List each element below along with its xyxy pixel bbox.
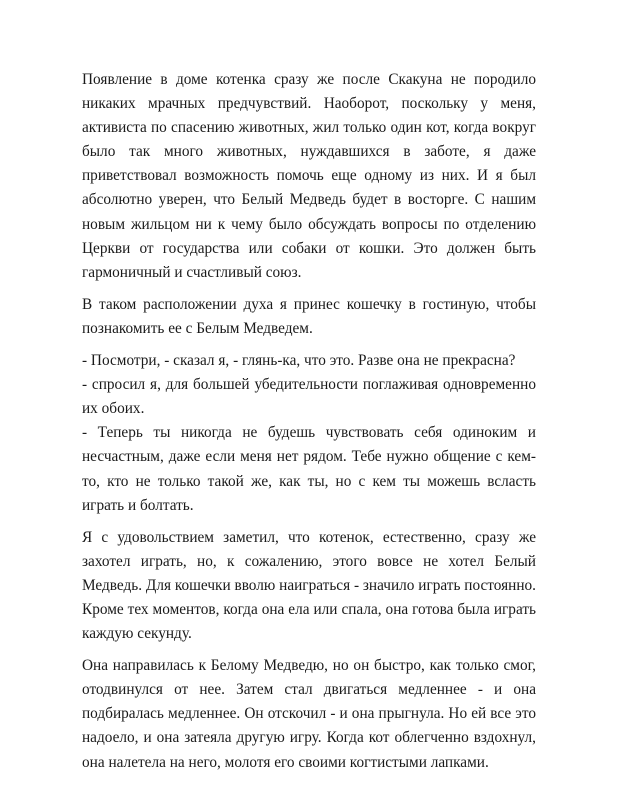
paragraph-1: Появление в доме котенка сразу же после Скакуна не породило никаких мрачных предчувствий. Наоборот, поскольку у меня, активиста по спасению животных, жил только один кот, когда вокруг было так много животных, нуждавшихся в заботе, я даже приветствовал возможность помочь еще одному из них. И я был абсолютно уверен, что Белый Медведь будет в восторге. С нашим новым жильцом ни к чему было обсуждать вопросы по отделению Церкви от государства или собаки от кошки. Это должен быть гармоничный и счастливый союз.: [82, 71, 536, 281]
dialogue-line-1: - Посмотри, - сказал я, - глянь-ка, что это. Разве она не прекрасна?: [82, 352, 516, 370]
dialogue-line-2: - спросил я, для большей убедительности поглаживая одновременно их обоих.: [82, 376, 536, 418]
paragraph-3: Я с удовольствием заметил, что котенок, естественно, сразу же захотел играть, но, к сожалению, этого вовсе не хотел Белый Медведь. Для кошечки вволю наиграться - значило играть постоянно. Кроме тех моментов, когда она ела или спала, она готова была играть каждую секунду.: [82, 528, 536, 643]
paragraph-2: В таком расположении духа я принес кошечку в гостиную, чтобы познакомить ее с Белым Медведем.: [82, 295, 536, 337]
document-body: [82, 68, 536, 775]
paragraph-4: Она направилась к Белому Медведю, но он быстро, как только смог, отодвинулся от нее. Затем стал двигаться медленнее - и она подбиралась медленнее. Он отскочил - и она прыгнула. Но ей все это надоело, и она затеяла другую игру. Когда кот облегченно вздохнул, она налетела на него, молотя его своими когтистыми лапками.: [82, 657, 536, 771]
dialogue-line-3: - Теперь ты никогда не будешь чувствовать себя одиноким и несчастным, даже если меня нет рядом. Тебе нужно общение с кем-то, кто не только такой же, как ты, но с кем ты можешь всласть играть и болтать.: [82, 424, 536, 514]
